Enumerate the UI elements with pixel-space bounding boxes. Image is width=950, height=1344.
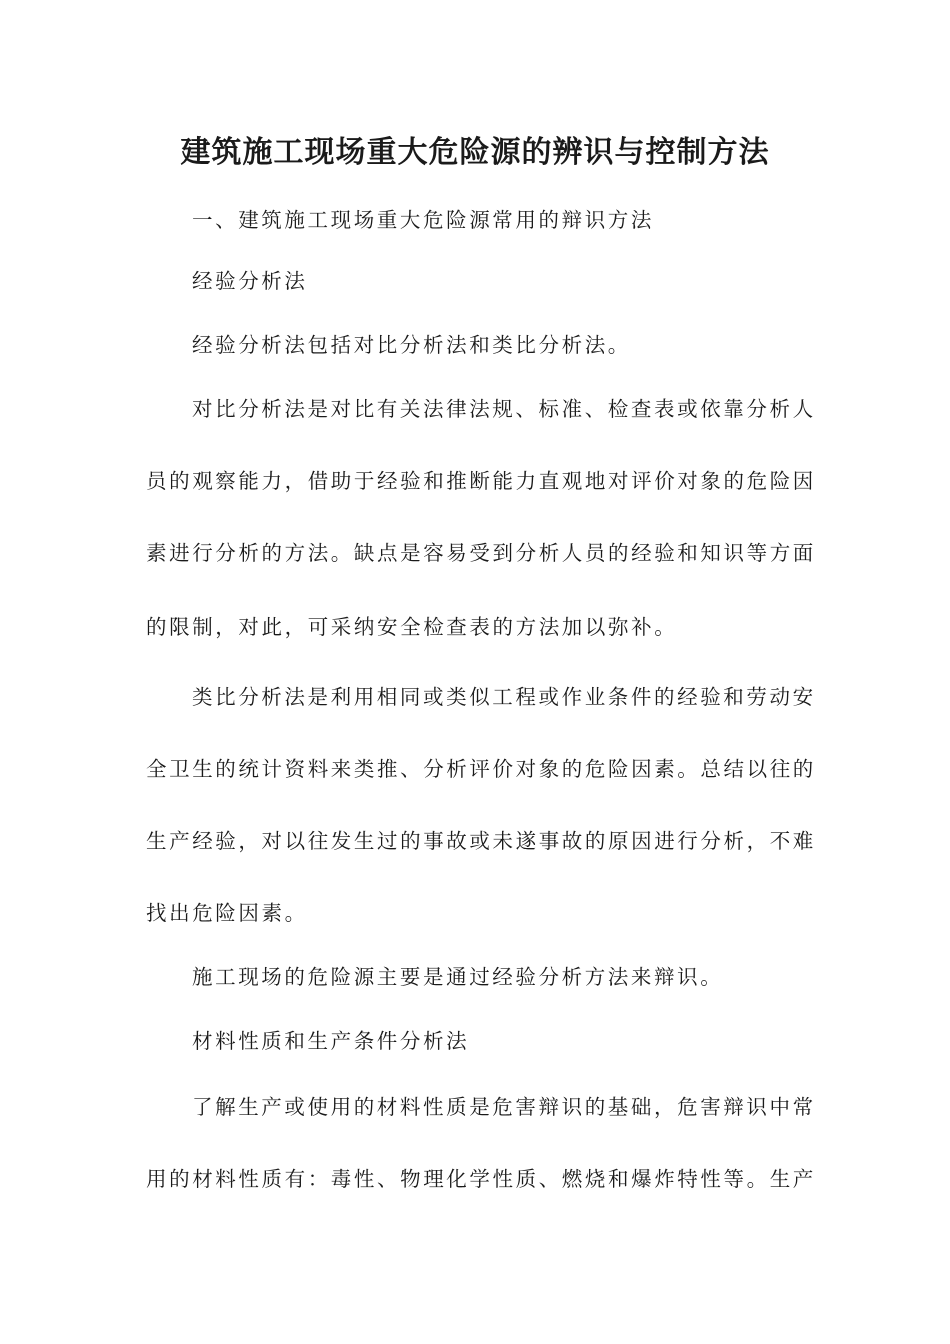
paragraph-line: 了解生产或使用的材料性质是危害辩识的基础，危害辩识中常 xyxy=(192,1095,816,1119)
document-title: 建筑施工现场重大危险源的辨识与控制方法 xyxy=(180,135,770,170)
paragraph-line: 员的观察能力，借助于经验和推断能力直观地对评价对象的危险因 xyxy=(146,469,816,493)
paragraph-line: 施工现场的危险源主要是通过经验分析方法来辩识。 xyxy=(192,965,724,989)
paragraph-line: 全卫生的统计资料来类推、分析评价对象的危险因素。总结以往的 xyxy=(146,757,816,781)
paragraph-line: 用的材料性质有：毒性、物理化学性质、燃烧和爆炸特性等。生产 xyxy=(146,1167,816,1191)
paragraph-line: 找出危险因素。 xyxy=(146,901,308,925)
paragraph-line: 经验分析法包括对比分析法和类比分析法。 xyxy=(192,333,631,357)
paragraph-line: 对比分析法是对比有关法律法规、标准、检查表或依靠分析人 xyxy=(192,397,816,421)
paragraph-line: 类比分析法是利用相同或类似工程或作业条件的经验和劳动安 xyxy=(192,685,816,709)
section-heading-1: 一、建筑施工现场重大危险源常用的辩识方法 xyxy=(192,208,654,232)
subheading-experience-analysis: 经验分析法 xyxy=(192,269,308,293)
paragraph-line: 的限制，对此，可采纳安全检查表的方法加以弥补。 xyxy=(146,615,678,639)
paragraph-line: 素进行分析的方法。缺点是容易受到分析人员的经验和知识等方面 xyxy=(146,541,816,565)
subheading-material-analysis: 材料性质和生产条件分析法 xyxy=(192,1029,470,1053)
paragraph-line: 生产经验，对以往发生过的事故或未遂事故的原因进行分析，不难 xyxy=(146,829,816,853)
